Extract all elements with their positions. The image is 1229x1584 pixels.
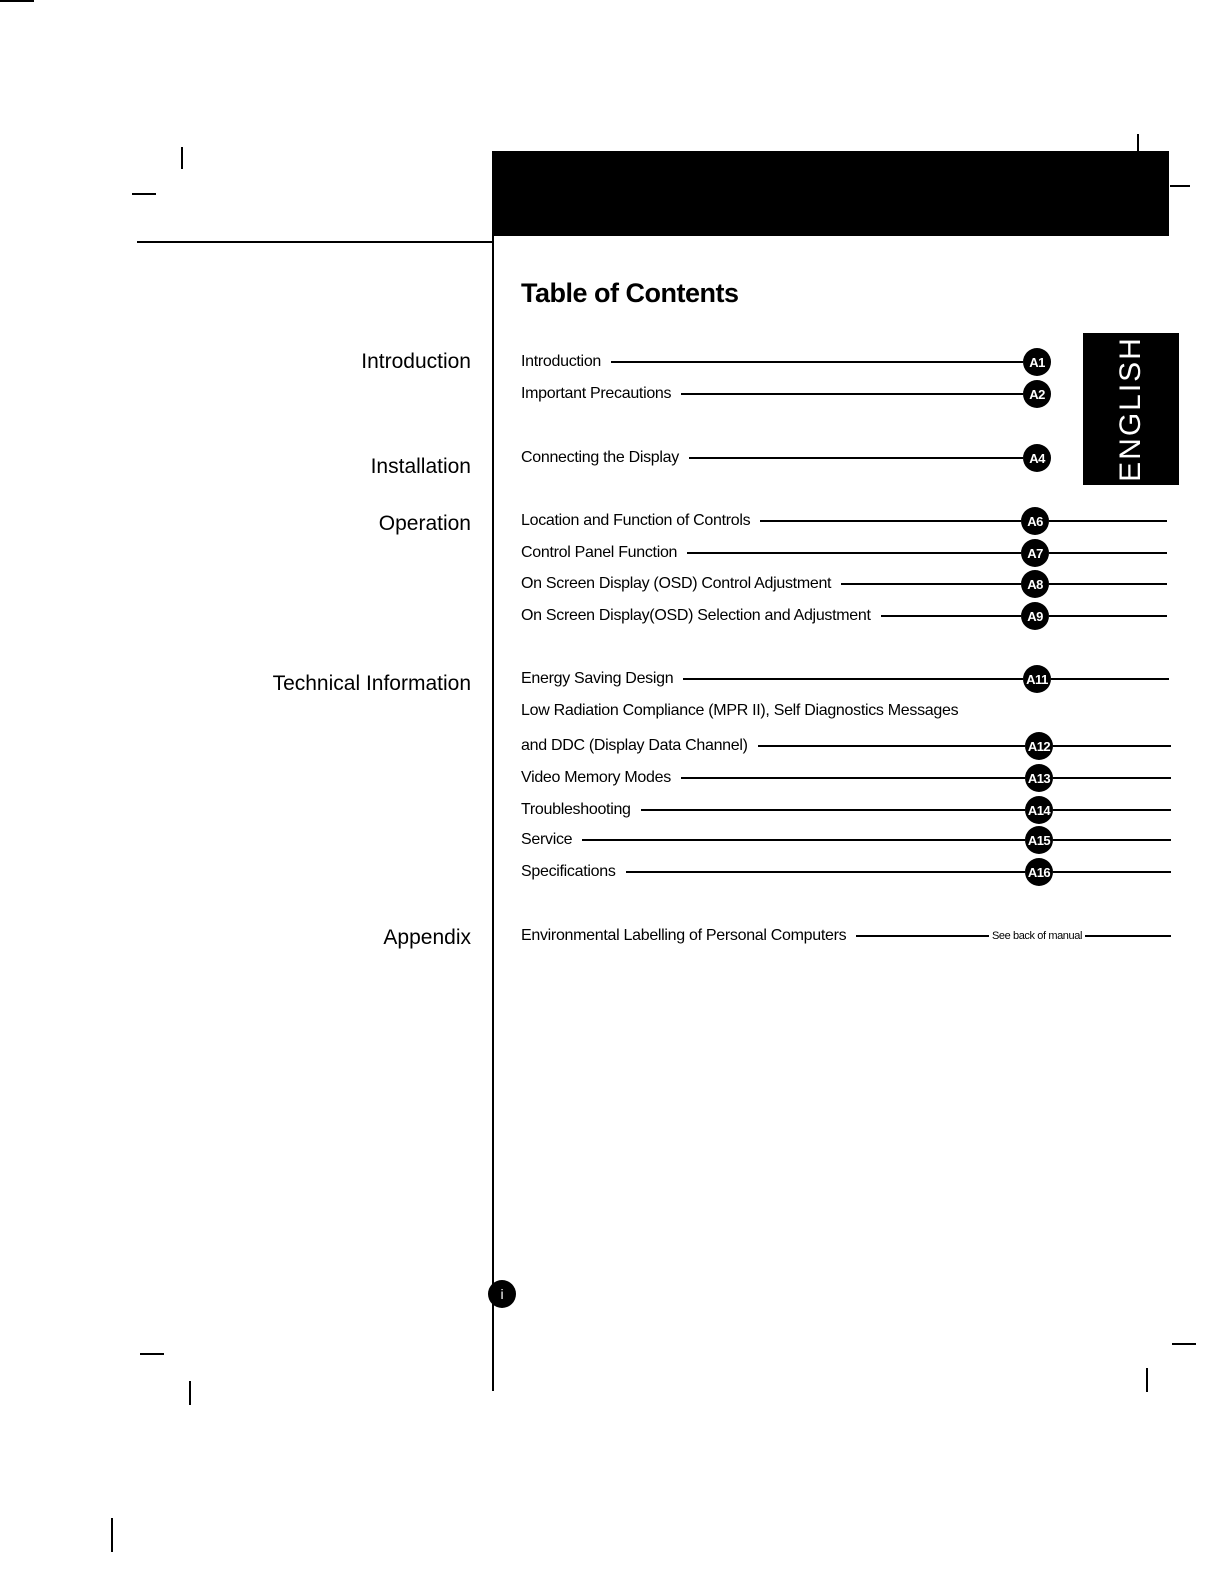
- toc-entry-text: Connecting the Display: [521, 449, 679, 466]
- toc-entry[interactable]: [521, 665, 1169, 693]
- leader-line: [1049, 552, 1167, 553]
- crop-mark: [181, 147, 183, 169]
- toc-entry-text: Control Panel Function: [521, 544, 678, 561]
- toc-entry-text: and DDC (Display Data Channel): [521, 737, 748, 754]
- header-bar: [493, 151, 1169, 236]
- leader-line: [681, 393, 1023, 394]
- leader-line: [856, 935, 989, 936]
- toc-entry[interactable]: [521, 922, 1171, 950]
- leader-line: [611, 361, 1023, 362]
- crop-mark: [1172, 1343, 1196, 1345]
- leader-line: [841, 583, 1021, 584]
- leader-line: [1053, 809, 1171, 810]
- section-label-introduction: Introduction: [361, 350, 471, 373]
- toc-entry-text: Energy Saving Design: [521, 670, 674, 687]
- crop-mark: [1137, 134, 1139, 152]
- leader-line: [1053, 871, 1171, 872]
- toc-entry-text: Important Precautions: [521, 385, 672, 402]
- toc-entry-text: Troubleshooting: [521, 801, 631, 818]
- toc-entry[interactable]: [521, 602, 1167, 630]
- leader-line: [1053, 777, 1171, 778]
- vertical-rule: [492, 151, 494, 1391]
- toc-entry[interactable]: [521, 444, 1051, 472]
- leader-line: [1049, 520, 1167, 521]
- toc-entry[interactable]: [521, 507, 1167, 535]
- page-badge: A11: [1023, 665, 1051, 693]
- language-tab: [1083, 333, 1179, 485]
- page-badge: A14: [1025, 796, 1053, 824]
- page-title: Table of Contents: [521, 278, 739, 308]
- leader-line: [641, 809, 1025, 810]
- toc-entry[interactable]: [521, 826, 1171, 854]
- leader-line: [1051, 678, 1169, 679]
- crop-mark: [111, 1518, 113, 1552]
- toc-entry-text: Service: [521, 831, 573, 848]
- toc-entry[interactable]: [521, 858, 1171, 886]
- page-badge: A6: [1021, 507, 1049, 535]
- page-badge: A7: [1021, 539, 1049, 567]
- page-badge: A16: [1025, 858, 1053, 886]
- page-badge: A12: [1025, 732, 1053, 760]
- page-badge: A2: [1023, 380, 1051, 408]
- page-note: See back of manual: [991, 930, 1082, 942]
- page-badge: A4: [1023, 444, 1051, 472]
- toc-entry-text[interactable]: Low Radiation Compliance (MPR II), Self Diagnostics Messages: [521, 702, 959, 719]
- leader-line: [683, 678, 1023, 679]
- leader-line: [681, 777, 1025, 778]
- page-badge: A8: [1021, 570, 1049, 598]
- toc-entry[interactable]: [521, 380, 1051, 408]
- leader-line: [1049, 583, 1167, 584]
- toc-entry[interactable]: [521, 732, 1171, 760]
- leader-line: [582, 839, 1025, 840]
- leader-line: [689, 457, 1023, 458]
- toc-entry-text: On Screen Display (OSD) Control Adjustment: [521, 575, 832, 592]
- leader-line: [626, 871, 1025, 872]
- crop-mark: [1146, 1368, 1148, 1392]
- section-label-installation: Installation: [370, 455, 471, 478]
- toc-entry-text: On Screen Display(OSD) Selection and Adjustment: [521, 607, 871, 624]
- leader-line: [881, 615, 1021, 616]
- toc-entry-text: Location and Function of Controls: [521, 512, 751, 529]
- toc-entry[interactable]: [521, 348, 1051, 376]
- crop-mark: [132, 193, 156, 195]
- toc-entry-text: Environmental Labelling of Personal Computers: [521, 927, 847, 944]
- leader-line: [1085, 935, 1171, 936]
- section-label-technical-information: Technical Information: [272, 672, 471, 695]
- crop-mark: [189, 1381, 191, 1405]
- leader-line: [760, 520, 1021, 521]
- leader-line: [1053, 745, 1171, 746]
- page-badge: A9: [1021, 602, 1049, 630]
- toc-entry[interactable]: [521, 570, 1167, 598]
- leader-line: [758, 745, 1025, 746]
- section-label-appendix: Appendix: [383, 926, 471, 949]
- toc-entry[interactable]: [521, 796, 1171, 824]
- page-badge: A13: [1025, 764, 1053, 792]
- language-tab-label: ENGLISH: [1114, 336, 1147, 482]
- toc-entry-text: Video Memory Modes: [521, 769, 671, 786]
- top-rule: [137, 241, 493, 243]
- crop-mark: [1170, 185, 1190, 187]
- section-label-operation: Operation: [378, 512, 471, 535]
- page-number-badge: i: [488, 1280, 516, 1308]
- page-badge: A1: [1023, 348, 1051, 376]
- leader-line: [687, 552, 1021, 553]
- toc-entry-text: Specifications: [521, 863, 616, 880]
- leader-line: [1053, 839, 1171, 840]
- crop-mark: [140, 1353, 164, 1355]
- toc-entry[interactable]: [521, 539, 1167, 567]
- toc-entry-text: Introduction: [521, 353, 602, 370]
- toc-entry[interactable]: [521, 764, 1171, 792]
- crop-mark: [0, 0, 34, 2]
- page-badge: A15: [1025, 826, 1053, 854]
- leader-line: [1049, 615, 1167, 616]
